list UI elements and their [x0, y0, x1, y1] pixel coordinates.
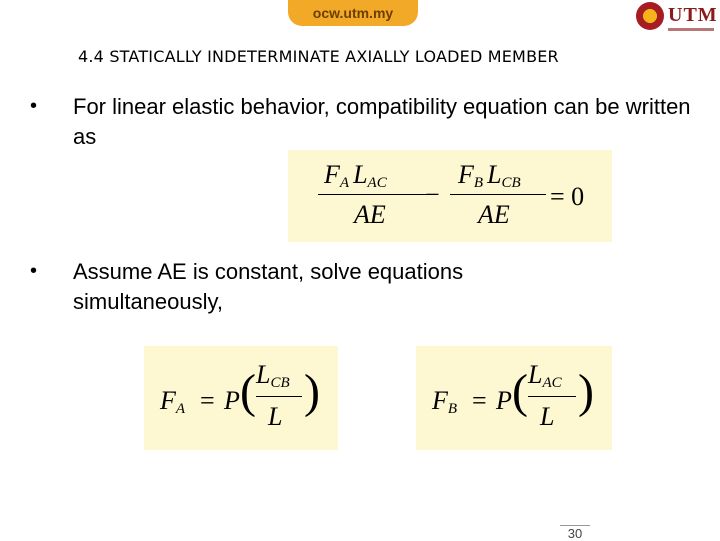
- utm-seal-icon: [636, 2, 664, 30]
- bullet-1-icon: •: [30, 95, 38, 117]
- compatibility-equation: [288, 150, 612, 242]
- eq3-frac-bar: [528, 396, 576, 397]
- site-banner-label: ocw.utm.my: [312, 5, 394, 21]
- eq2-lhs: $F_A$: [160, 386, 186, 417]
- eq2-equals: =: [200, 386, 215, 415]
- utm-logo-underline: [668, 28, 714, 31]
- eq3-equals: =: [472, 386, 487, 415]
- site-banner[interactable]: [288, 0, 418, 26]
- bullet-1-text: For linear elastic behavior, compatibility equation can be written as: [73, 94, 691, 149]
- force-a-equation: [144, 346, 338, 450]
- eq1-frac2-numerator: $F_B$ $L_{CB}$: [458, 160, 521, 191]
- eq2-denominator: L: [268, 402, 283, 431]
- eq1-minus: −: [425, 180, 440, 209]
- eq3-p: P: [496, 386, 512, 415]
- utm-logo-text: UTM: [668, 4, 718, 26]
- slide-title: 4.4 STATICALLY INDETERMINATE AXIALLY LOADED MEMBER: [78, 47, 559, 66]
- eq1-frac1-numerator: $F_A$ $L_{AC}$: [324, 160, 387, 191]
- bullet-2-text: Assume AE is constant, solve equations simultaneously,: [73, 259, 464, 314]
- eq2-right-paren: ): [304, 365, 320, 418]
- eq1-frac1-denominator: AE: [354, 200, 386, 229]
- bullet-2-icon: •: [30, 260, 38, 282]
- eq3-left-paren: (: [512, 365, 528, 418]
- page-number: 30: [560, 525, 590, 541]
- eq2-numerator: $L_{CB}$: [256, 360, 290, 391]
- eq1-frac2-denominator: AE: [478, 200, 510, 229]
- eq3-numerator: $L_{AC}$: [528, 360, 562, 391]
- eq2-left-paren: (: [240, 365, 256, 418]
- eq2-frac-bar: [256, 396, 302, 397]
- eq1-rhs: = 0: [550, 182, 585, 211]
- eq3-denominator: L: [540, 402, 555, 431]
- force-b-equation: [416, 346, 612, 450]
- eq1-frac2-bar: [450, 194, 546, 195]
- eq3-lhs: $F_B$: [432, 386, 458, 417]
- eq1-frac1-bar: [318, 194, 436, 195]
- eq2-p: P: [224, 386, 240, 415]
- utm-logo: [636, 2, 716, 36]
- eq3-right-paren: ): [578, 365, 594, 418]
